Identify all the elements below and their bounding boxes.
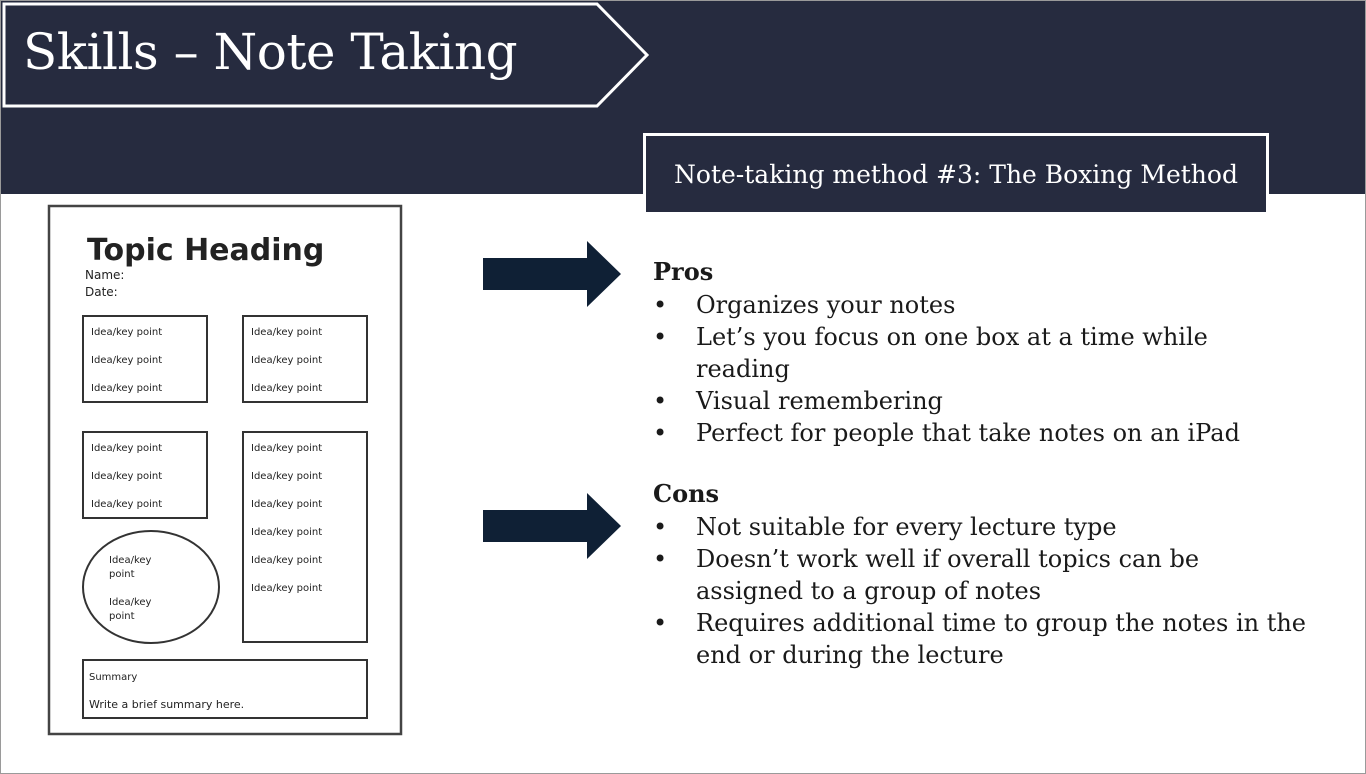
note-summary-label: Summary bbox=[89, 672, 138, 683]
note-box-3-item-3: Idea/key point bbox=[91, 499, 163, 510]
pros-item: • Let’s you focus on one box at a time while reading bbox=[653, 321, 1256, 385]
pros-title: Pros bbox=[653, 257, 714, 286]
note-circle-item-2-line1: Idea/key bbox=[109, 597, 152, 608]
note-name-label: Name: bbox=[85, 268, 125, 282]
pros-item: • Visual remembering bbox=[653, 385, 1273, 417]
cons-list bbox=[653, 511, 1353, 671]
note-box-3-item-1: Idea/key point bbox=[91, 443, 163, 454]
cons-item: • Doesn’t work well if overall topics can be assigned to a group of notes bbox=[653, 543, 1256, 607]
note-box-3-item-2: Idea/key point bbox=[91, 471, 163, 482]
note-box-2-item-1: Idea/key point bbox=[251, 327, 323, 338]
note-box-2-item-3: Idea/key point bbox=[251, 383, 323, 394]
pros-item: • Perfect for people that take notes on an iPad bbox=[653, 417, 1273, 449]
cons-item: • Not suitable for every lecture type bbox=[653, 511, 1353, 543]
note-box-4-item-1: Idea/key point bbox=[251, 443, 323, 454]
pros-list bbox=[653, 289, 1273, 449]
note-box-1-item-3: Idea/key point bbox=[91, 383, 163, 394]
cons-item: • Requires additional time to group the notes in the end or during the lecture bbox=[653, 607, 1346, 671]
note-circle-item-2-line2: point bbox=[109, 611, 135, 622]
note-circle-item-1-line2: point bbox=[109, 569, 135, 580]
note-box-4-item-5: Idea/key point bbox=[251, 555, 323, 566]
cons-title: Cons bbox=[653, 479, 720, 508]
pros-item: • Organizes your notes bbox=[653, 289, 1273, 321]
note-box-2-item-2: Idea/key point bbox=[251, 355, 323, 366]
note-box-4-item-6: Idea/key point bbox=[251, 583, 323, 594]
note-topic-heading: Topic Heading bbox=[87, 233, 325, 268]
cons-arrow-icon bbox=[483, 493, 623, 559]
boxing-method-illustration bbox=[47, 204, 403, 736]
note-date-label: Date: bbox=[85, 285, 118, 299]
note-box-4-item-4: Idea/key point bbox=[251, 527, 323, 538]
method-subtitle-text: Note-taking method #3: The Boxing Method bbox=[674, 159, 1238, 189]
note-summary-text: Write a brief summary here. bbox=[89, 698, 245, 711]
pros-arrow-icon bbox=[483, 241, 623, 307]
note-box-1-item-2: Idea/key point bbox=[91, 355, 163, 366]
note-box-4-item-3: Idea/key point bbox=[251, 499, 323, 510]
note-box-1-item-1: Idea/key point bbox=[91, 327, 163, 338]
note-circle-item-1-line1: Idea/key bbox=[109, 555, 152, 566]
note-box-4-item-2: Idea/key point bbox=[251, 471, 323, 482]
slide-title: Skills – Note Taking bbox=[23, 23, 518, 81]
method-subtitle bbox=[643, 133, 1269, 215]
